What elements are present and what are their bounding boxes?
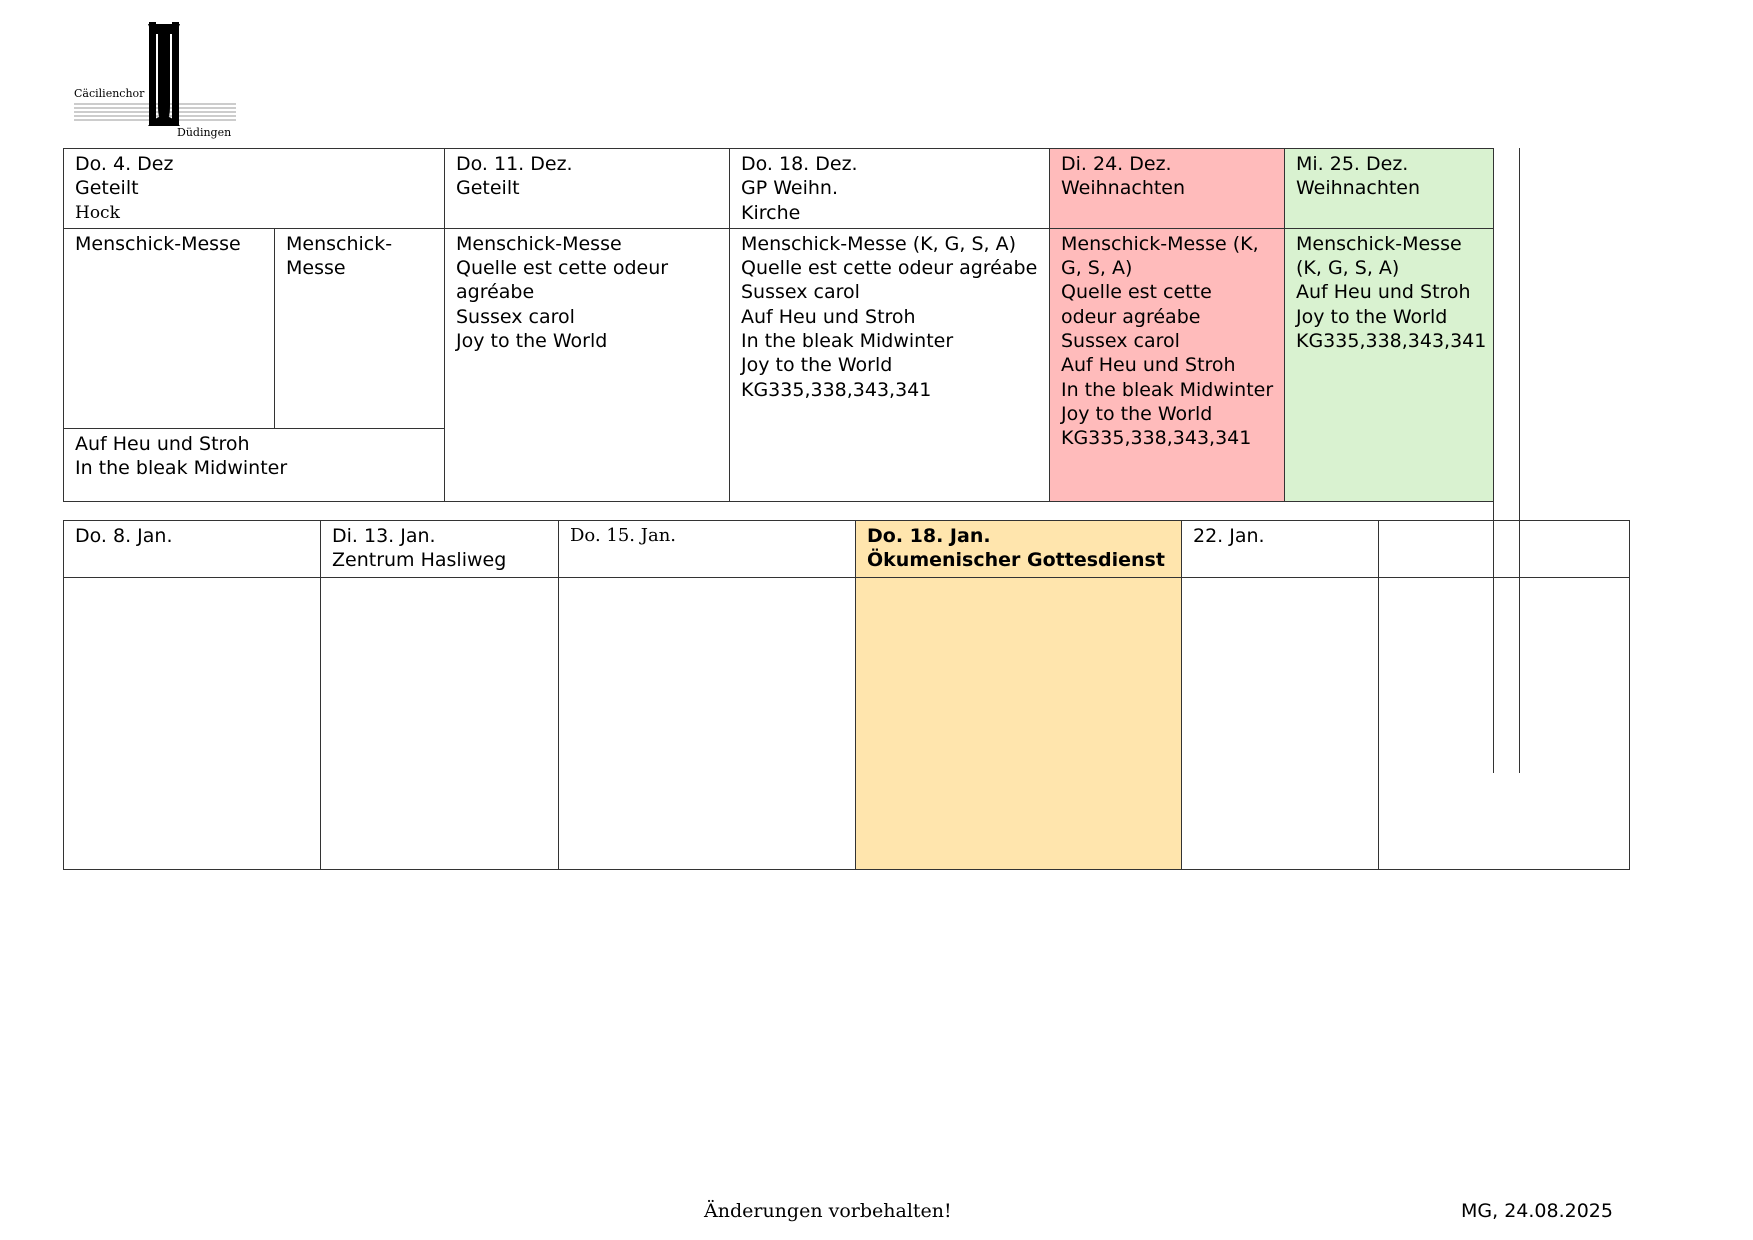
song-item: Joy to the World	[456, 330, 608, 353]
song-item: KG335,338,343,341	[741, 378, 932, 401]
song-item: Auf Heu und Stroh	[1061, 354, 1236, 377]
dec-18-header	[730, 149, 1050, 229]
date-label: Do. 15. Jan.	[570, 525, 677, 546]
dec-18-songs	[730, 228, 1050, 501]
song-item: Auf Heu und Stroh	[741, 305, 916, 328]
song-item: Joy to the World	[741, 354, 893, 377]
song-item: Menschick-Messe (K, G, S, A)	[1296, 232, 1462, 280]
song-item: Sussex carol	[456, 305, 575, 328]
note-label: Geteilt	[75, 177, 139, 200]
date-label: Di. 13. Jan.	[332, 525, 436, 547]
song-item: KG335,338,343,341	[1061, 427, 1252, 450]
song-item: Menschick-Messe (K, G, S, A)	[1061, 232, 1259, 280]
jan-22-songs	[1182, 578, 1379, 870]
date-label: Do. 18. Dez.	[741, 153, 858, 175]
song-item: Joy to the World	[1061, 402, 1213, 425]
song-item: Quelle est cette odeur agréabe	[741, 257, 1038, 280]
note-label: Weihnachten	[1296, 177, 1421, 200]
jan-13-header	[321, 521, 559, 578]
song-item: Menschick-Messe	[456, 232, 622, 255]
date-label: Do. 8. Jan.	[75, 525, 173, 547]
author-date-signature: MG, 24.08.2025	[1461, 1200, 1613, 1222]
song-item: Menschick-Messe	[286, 232, 393, 280]
song-item: Sussex carol	[1061, 330, 1180, 353]
song-item: Auf Heu und Stroh	[75, 432, 250, 455]
jan-22-header	[1182, 521, 1379, 578]
location-label: Hock	[75, 202, 120, 223]
date-label: Di. 24. Dez.	[1061, 153, 1172, 175]
song-item: In the bleak Midwinter	[741, 330, 954, 353]
jan-8-header	[64, 521, 321, 578]
dec-4-header	[64, 149, 445, 229]
jan-18-songs	[856, 578, 1182, 870]
song-item: In the bleak Midwinter	[75, 457, 288, 480]
jan-8-songs	[64, 578, 321, 870]
logo-line-1: Cäcilienchor	[74, 87, 145, 100]
song-item: In the bleak Midwinter	[1061, 378, 1274, 401]
note-label: Zentrum Hasliweg	[332, 549, 507, 572]
date-label: Do. 18. Jan.	[867, 525, 991, 547]
song-item: KG335,338,343,341	[1296, 330, 1487, 353]
note-label: GP Weihn.	[741, 177, 838, 200]
date-label: 22. Jan.	[1193, 525, 1265, 547]
date-label: Do. 4. Dez	[75, 153, 174, 175]
dec-25-header	[1285, 149, 1494, 229]
logo-line-2: Düdingen	[177, 126, 232, 139]
dec-4-songs-left	[64, 228, 275, 428]
note-label: Weihnachten	[1061, 177, 1186, 200]
song-item: Menschick-Messe	[75, 232, 241, 255]
song-item: Auf Heu und Stroh	[1296, 281, 1471, 304]
dec-11-songs	[445, 228, 730, 501]
jan-15-header	[559, 521, 856, 578]
january-schedule-table	[63, 520, 1630, 870]
note-label: Ökumenischer Gottesdienst	[867, 549, 1165, 572]
dec-4-songs-right	[275, 228, 445, 428]
song-item: Sussex carol	[741, 281, 860, 304]
date-label: Do. 11. Dez.	[456, 153, 573, 175]
dec-11-header	[445, 149, 730, 229]
song-item: Quelle est cette odeur agréabe	[456, 257, 669, 304]
song-item: Joy to the World	[1296, 305, 1448, 328]
empty-songs	[1379, 578, 1630, 870]
jan-13-songs	[321, 578, 559, 870]
dec-24-songs	[1050, 228, 1285, 501]
dec-25-songs	[1285, 228, 1494, 501]
dec-24-header	[1050, 149, 1285, 229]
location-label: Kirche	[741, 201, 801, 224]
dec-4-songs-bottom	[64, 428, 445, 501]
date-label: Mi. 25. Dez.	[1296, 153, 1409, 175]
december-schedule-table	[63, 148, 1494, 502]
lyre-icon	[74, 22, 240, 142]
song-item: Menschick-Messe (K, G, S, A)	[741, 232, 1017, 255]
jan-18-header	[856, 521, 1182, 578]
empty-header	[1379, 521, 1630, 578]
song-item: Quelle est cette odeur agréabe	[1061, 281, 1212, 328]
changes-notice: Änderungen vorbehalten!	[704, 1200, 952, 1222]
note-label: Geteilt	[456, 177, 520, 200]
choir-logo	[74, 22, 240, 142]
jan-15-songs	[559, 578, 856, 870]
